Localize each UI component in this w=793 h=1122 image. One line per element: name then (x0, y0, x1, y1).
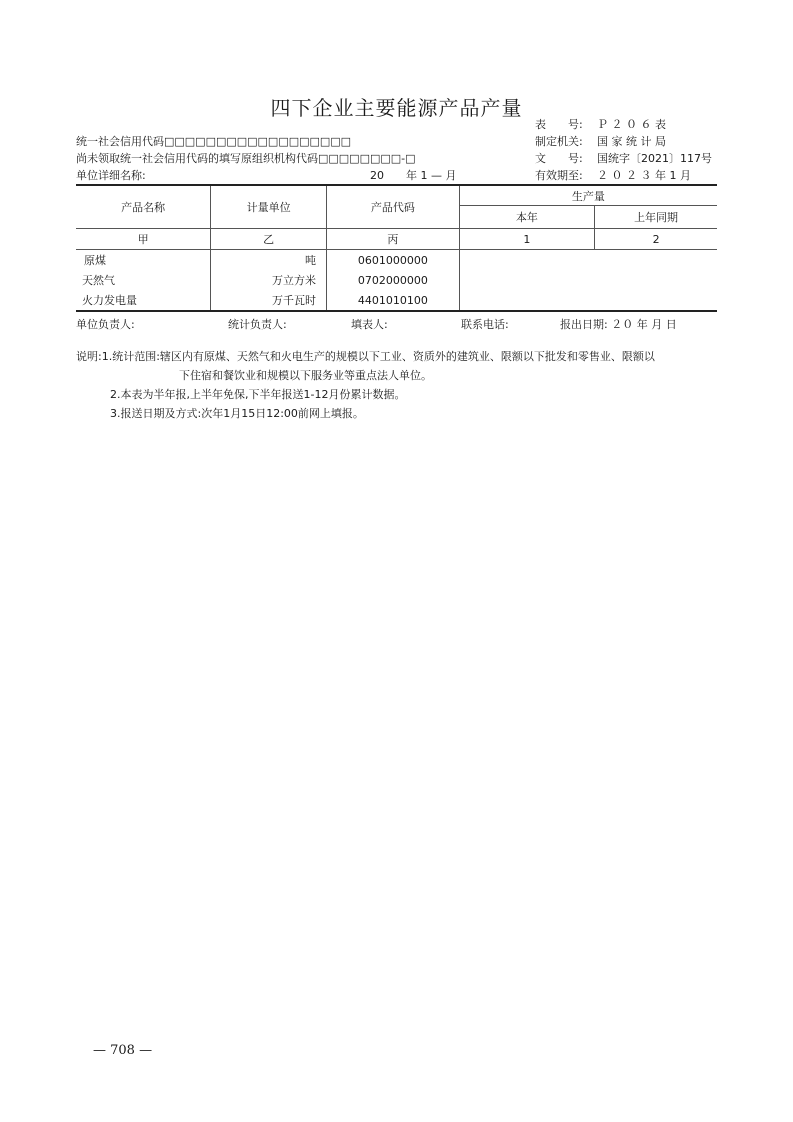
product-unit: 万千瓦时 (211, 290, 327, 311)
meta-key: 表 号: (535, 118, 583, 131)
meta-key: 文 号: (535, 152, 583, 165)
product-code: 4401010100 (327, 290, 460, 311)
filler-label: 填表人: (351, 318, 388, 331)
notes-section (76, 347, 726, 423)
header-this-year: 本年 (459, 206, 594, 229)
report-period: 20 年 1 — 月 (370, 169, 457, 182)
product-name: 原煤 (76, 250, 211, 271)
code-cell: 乙 (211, 229, 327, 250)
header-product-code: 产品代码 (327, 185, 460, 229)
page-title: 四下企业主要能源产品产量 (270, 96, 523, 120)
unit-head-label: 单位负责人: (76, 318, 135, 331)
table-row (76, 250, 717, 271)
meta-key: 制定机关: (535, 135, 583, 148)
header-output: 生产量 (459, 185, 717, 206)
meta-document-number (535, 150, 720, 166)
product-unit: 吨 (211, 250, 327, 271)
output-input-area[interactable] (459, 250, 717, 312)
credit-code-label: 统一社会信用代码□□□□□□□□□□□□□□□□□□ (76, 135, 352, 148)
unit-name-label: 单位详细名称: (76, 169, 146, 182)
meta-authority (535, 133, 720, 149)
phone-label: 联系电话: (461, 318, 509, 331)
code-cell: 1 (459, 229, 594, 250)
header-product-name: 产品名称 (76, 185, 211, 229)
note-2: 2.本表为半年报,上半年免保,下半年报送1-12月份累计数据。 (110, 388, 406, 401)
meta-form-number (535, 116, 720, 132)
product-name: 火力发电量 (76, 290, 211, 311)
product-unit: 万立方米 (211, 270, 327, 290)
meta-key: 有效期至: (535, 169, 583, 182)
product-code: 0601000000 (327, 250, 460, 271)
product-name: 天然气 (76, 270, 211, 290)
note-1-continued: 下住宿和餐饮业和规模以下服务业等重点法人单位。 (179, 369, 432, 382)
note-3: 3.报送日期及方式:次年1月15日12:00前网上填报。 (110, 407, 364, 420)
report-date-label: 报出日期: ２０ 年 月 日 (560, 318, 677, 331)
code-cell: 2 (595, 229, 717, 250)
header-last-year: 上年同期 (595, 206, 717, 229)
energy-output-table (76, 184, 717, 312)
meta-value: Ｐ ２ ０ ６ 表 (597, 118, 666, 131)
meta-valid-until (535, 167, 720, 183)
meta-value: ２ ０ ２ ３ 年 1 月 (597, 169, 691, 182)
page-number: — 708 — (93, 1043, 153, 1058)
note-1: 说明:1.统计范围:辖区内有原煤、天然气和火电生产的规模以下工业、资质外的建筑业、限额以下批发和零售业、限额以 (76, 350, 655, 363)
header-unit: 计量单位 (211, 185, 327, 229)
meta-value: 国统字〔2021〕117号 (597, 152, 712, 165)
code-cell: 丙 (327, 229, 460, 250)
org-code-label: 尚未领取统一社会信用代码的填写原组织机构代码□□□□□□□□-□ (76, 152, 416, 165)
meta-value: 国 家 统 计 局 (597, 135, 666, 148)
stat-head-label: 统计负责人: (228, 318, 287, 331)
product-code: 0702000000 (327, 270, 460, 290)
code-cell: 甲 (76, 229, 211, 250)
